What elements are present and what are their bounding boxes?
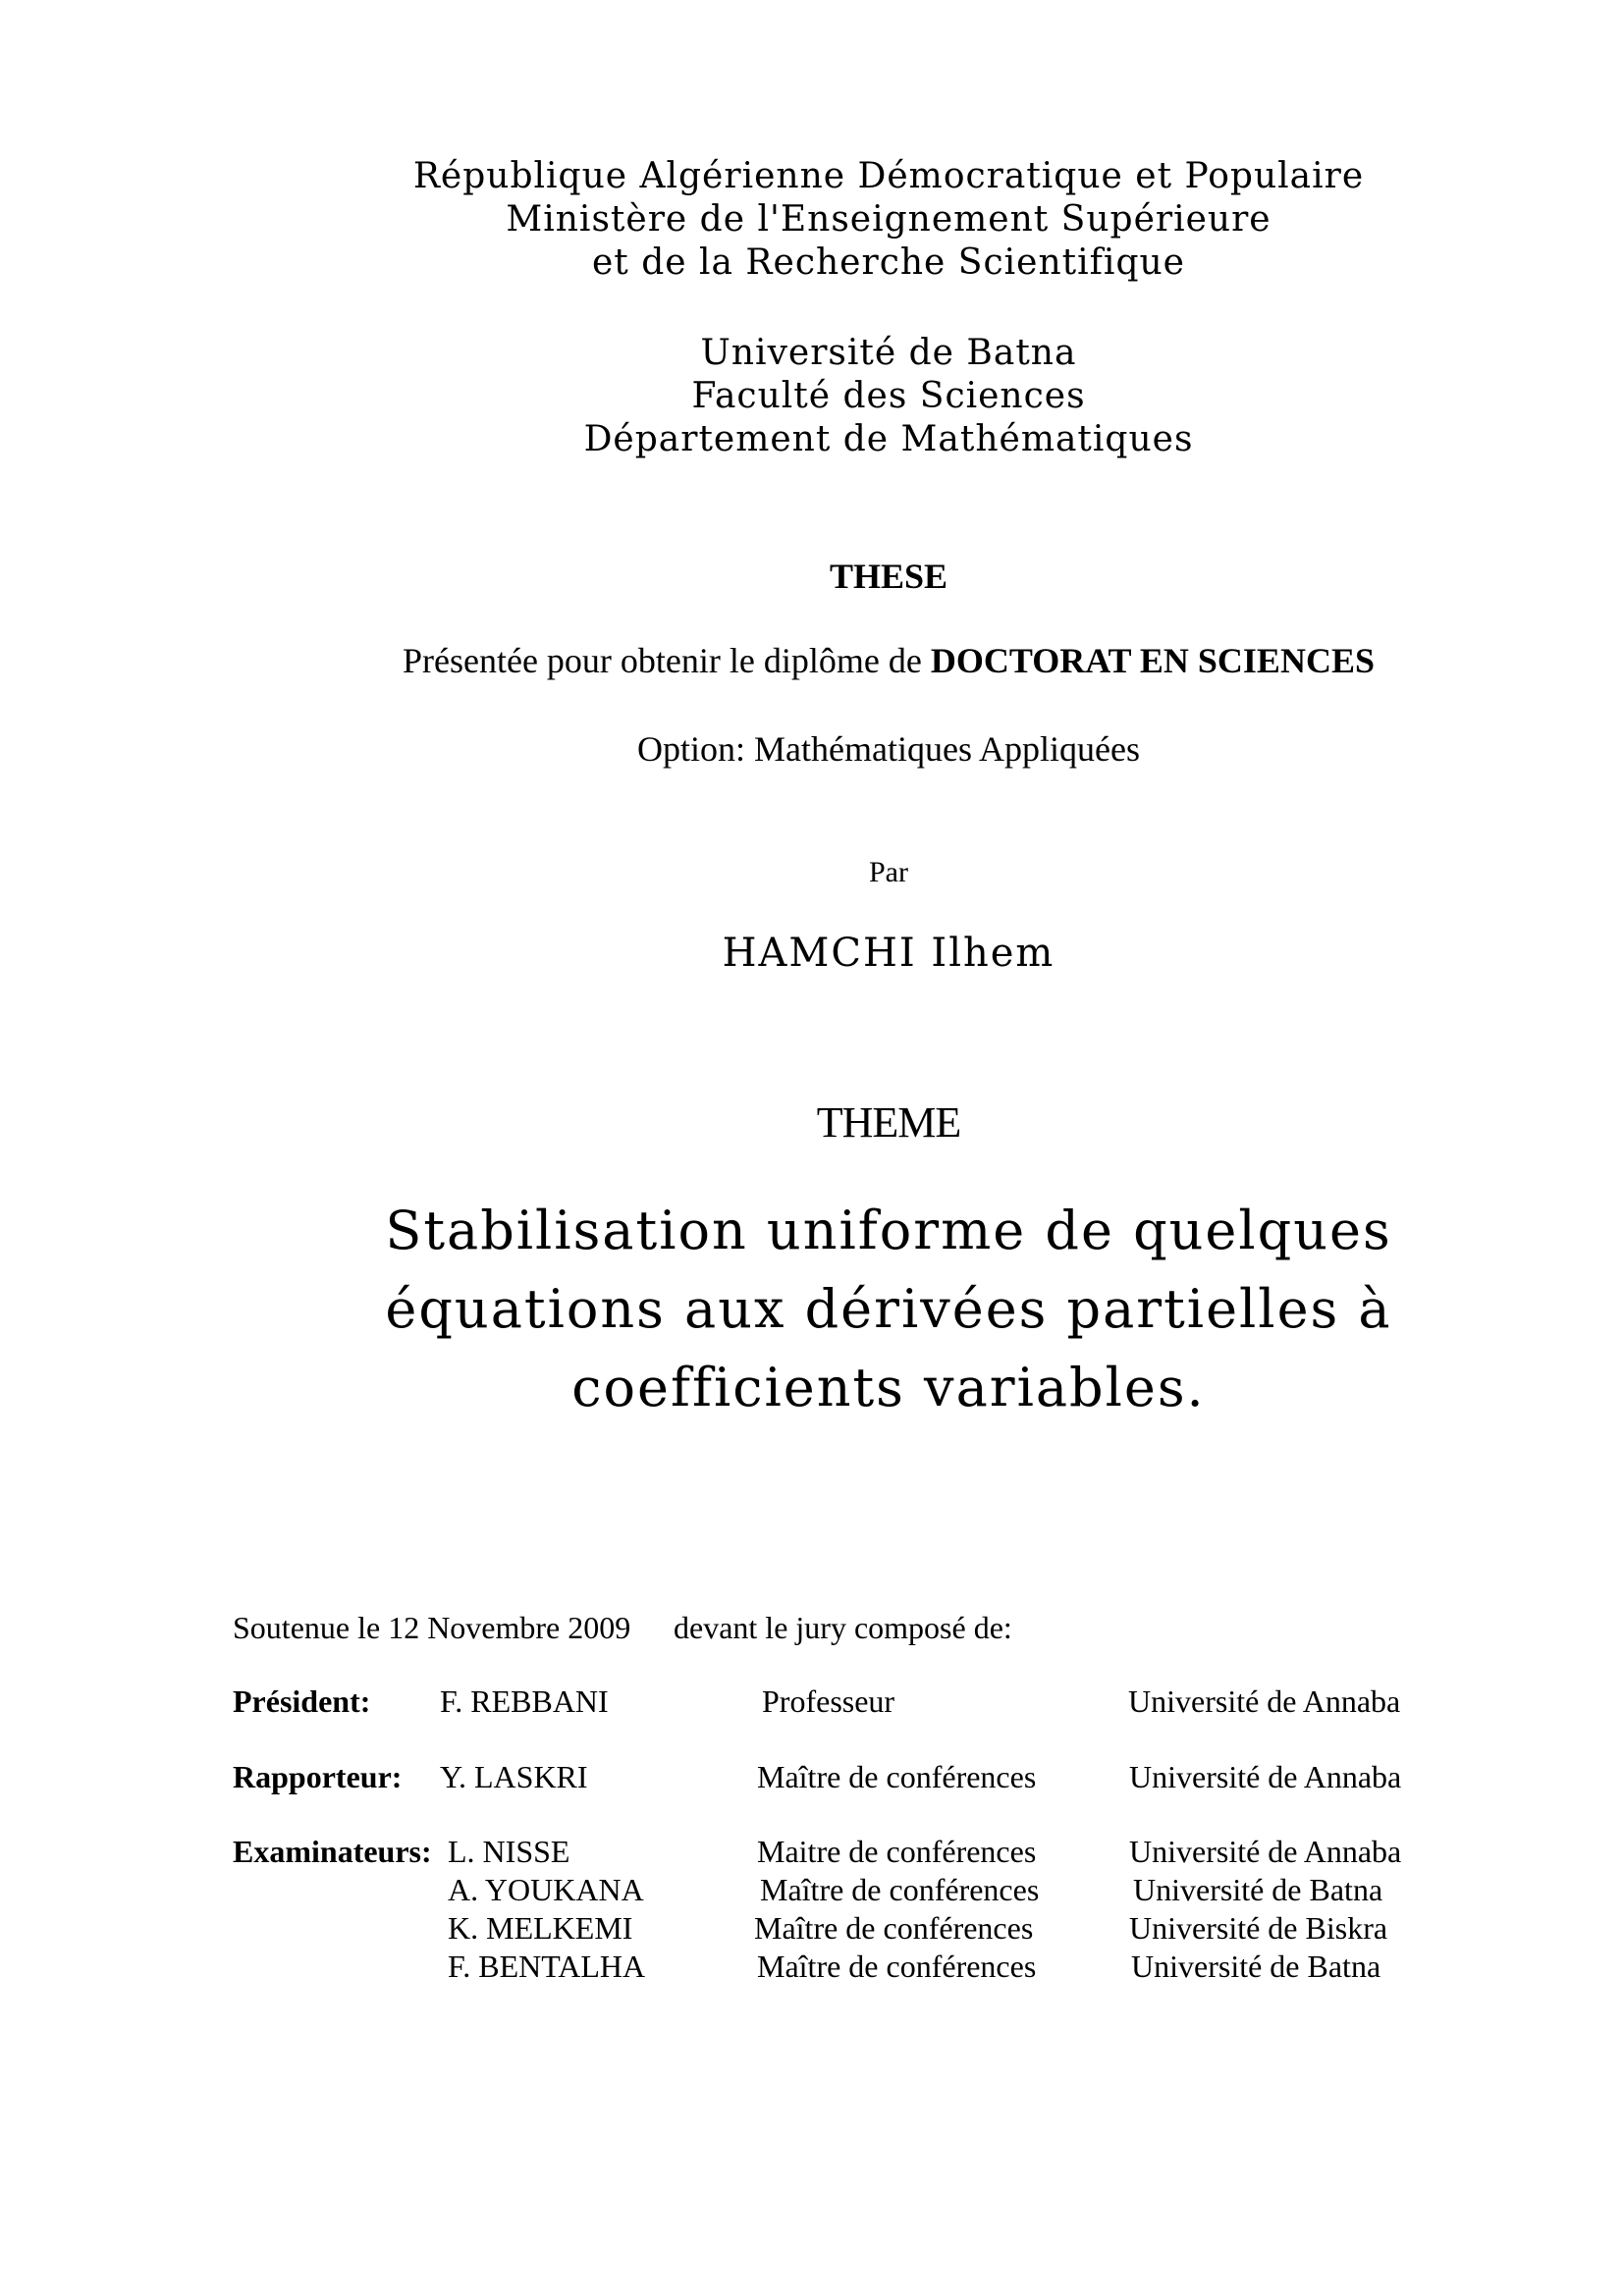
header-university: Université de Batna <box>700 333 1077 373</box>
jury-intro: devant le jury composé de: <box>674 1610 1012 1645</box>
examinateur-name: L. NISSE <box>448 1834 570 1869</box>
theme-label: THEME <box>816 1098 961 1147</box>
examinateur-title: Maitre de conférences <box>757 1834 1037 1869</box>
president-title: Professeur <box>762 1683 895 1719</box>
examinateur-university: Université de Annaba <box>1129 1834 1402 1869</box>
president-role: Président: <box>233 1683 371 1719</box>
president-name: F. REBBANI <box>440 1683 609 1719</box>
examinateur-title: Maître de conférences <box>754 1910 1034 1946</box>
institution-header <box>0 155 1623 285</box>
president-university: Université de Annaba <box>1128 1683 1401 1719</box>
rapporteur-title: Maître de conférences <box>757 1759 1037 1794</box>
header-department: Département de Mathématiques <box>583 419 1194 459</box>
examinateur-name: K. MELKEMI <box>448 1910 633 1946</box>
degree-prefix: Présentée pour obtenir le diplôme de <box>403 641 931 680</box>
title-line-3: coefficients variables. <box>571 1357 1206 1418</box>
examinateur-title: Maître de conférences <box>757 1949 1037 1984</box>
par-label: Par <box>869 856 908 888</box>
thesis-title <box>0 1192 1623 1427</box>
degree-name: DOCTORAT EN SCIENCES <box>930 641 1375 680</box>
examinateur-title: Maître de conférences <box>760 1872 1040 1907</box>
header-republic: République Algérienne Démocratique et Populaire <box>412 156 1365 196</box>
rapporteur-university: Université de Annaba <box>1129 1759 1402 1794</box>
rapporteur-role: Rapporteur: <box>233 1759 403 1794</box>
examinateur-university: Université de Biskra <box>1129 1910 1388 1946</box>
title-line-2: équations aux dérivées partielles à <box>385 1278 1392 1340</box>
examinateur-name: F. BENTALHA <box>448 1949 646 1984</box>
option-line: Option: Mathématiques Appliquées <box>637 729 1140 769</box>
examinateur-name: A. YOUKANA <box>448 1872 644 1907</box>
examinateur-university: Université de Batna <box>1133 1872 1383 1907</box>
examinateur-university: Université de Batna <box>1131 1949 1381 1984</box>
degree-line <box>0 640 1623 681</box>
title-line-1: Stabilisation uniforme de quelques <box>385 1200 1392 1261</box>
examinateurs-role: Examinateurs: <box>233 1834 432 1869</box>
header-ministry: Ministère de l'Enseignement Supérieure <box>506 199 1271 240</box>
rapporteur-name: Y. LASKRI <box>440 1759 588 1794</box>
university-header <box>0 332 1623 461</box>
these-label: THESE <box>829 557 948 596</box>
author-name: HAMCHI Ilhem <box>722 931 1055 976</box>
header-faculty: Faculté des Sciences <box>691 376 1086 416</box>
defense-date: Soutenue le 12 Novembre 2009 <box>233 1610 631 1645</box>
header-research: et de la Recherche Scientifique <box>592 242 1185 283</box>
